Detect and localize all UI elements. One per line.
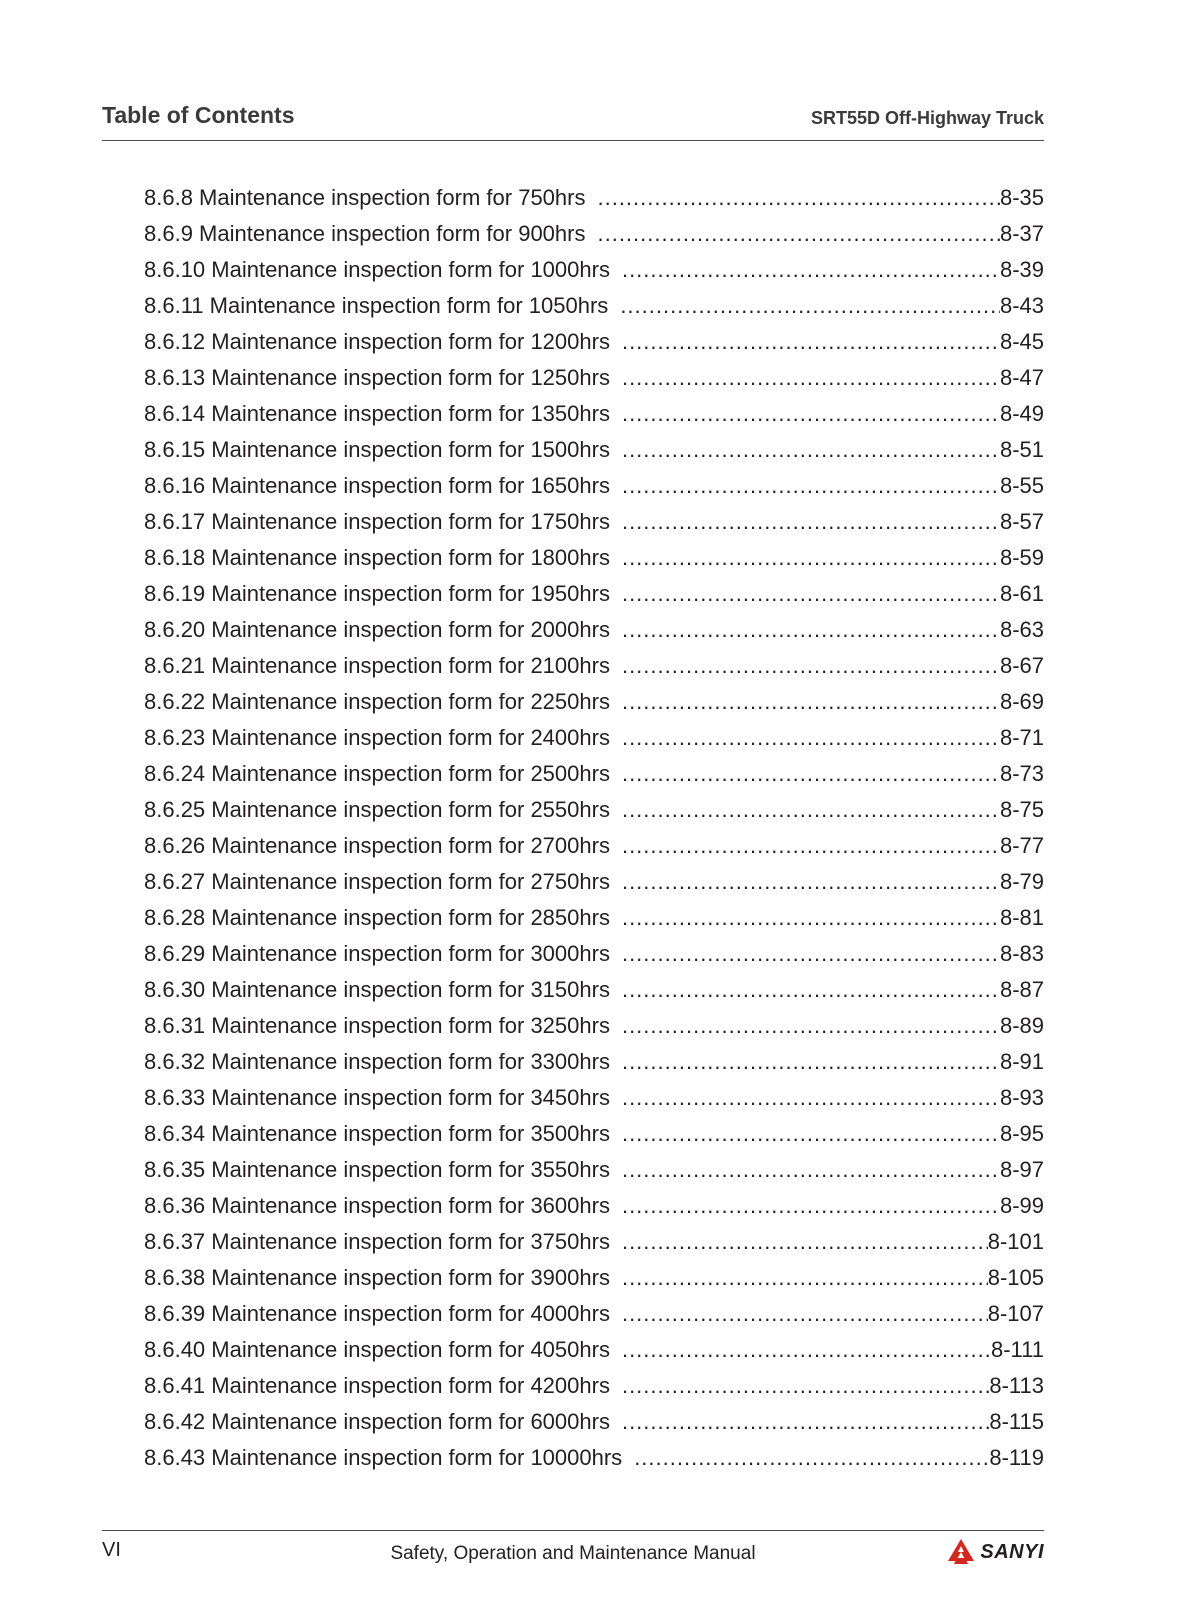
toc-dot-leader: [610, 329, 1000, 355]
toc-entry-page: 8-105: [987, 1265, 1044, 1290]
logo-text: SANYI: [980, 1540, 1044, 1563]
toc-entry-page: 8-49: [999, 401, 1044, 426]
toc-entry[interactable]: [144, 1229, 1044, 1265]
toc-entry-title: 8.6.32 Maintenance inspection form for 3300hrs: [144, 1049, 610, 1074]
toc-dot-leader: [585, 185, 999, 211]
toc-dot-leader: [610, 365, 1000, 391]
toc-entry-title: 8.6.29 Maintenance inspection form for 3000hrs: [144, 941, 610, 966]
toc-dot-leader: [610, 509, 1000, 535]
toc-entry-page: 8-67: [999, 653, 1044, 678]
toc-entry-title: 8.6.9 Maintenance inspection form for 900hrs: [144, 221, 586, 246]
toc-entry[interactable]: [144, 869, 1044, 905]
toc-entry-page: 8-63: [999, 617, 1044, 642]
toc-entry-page: 8-87: [999, 977, 1044, 1002]
toc-entry[interactable]: [144, 581, 1044, 617]
toc-entry-title: 8.6.30 Maintenance inspection form for 3150hrs: [144, 977, 610, 1002]
toc-entry[interactable]: [144, 941, 1044, 977]
toc-dot-leader: [610, 1337, 991, 1363]
toc-entry-title: 8.6.24 Maintenance inspection form for 2500hrs: [144, 761, 610, 786]
toc-entry[interactable]: [144, 293, 1044, 329]
toc-entry-title: 8.6.41 Maintenance inspection form for 4200hrs: [144, 1373, 610, 1398]
toc-entry-page: 8-113: [989, 1373, 1044, 1398]
toc-dot-leader: [610, 689, 1000, 715]
toc-dot-leader: [610, 473, 1000, 499]
toc-dot-leader: [610, 1373, 989, 1399]
toc-entry-title: 8.6.31 Maintenance inspection form for 3250hrs: [144, 1013, 610, 1038]
toc-entry-page: 8-115: [989, 1409, 1044, 1434]
toc-dot-leader: [608, 293, 1000, 319]
toc-entry[interactable]: [144, 1121, 1044, 1157]
toc-entry-title: 8.6.27 Maintenance inspection form for 2750hrs: [144, 869, 610, 894]
toc-entry-title: 8.6.21 Maintenance inspection form for 2100hrs: [144, 653, 610, 678]
toc-entry-title: 8.6.36 Maintenance inspection form for 3600hrs: [144, 1193, 610, 1218]
toc-entry[interactable]: [144, 257, 1044, 293]
toc-dot-leader: [610, 977, 1000, 1003]
toc-dot-leader: [610, 617, 1000, 643]
toc-entry-page: 8-91: [999, 1049, 1044, 1074]
sany-logo-icon: [946, 1537, 976, 1567]
toc-entry[interactable]: [144, 401, 1044, 437]
toc-entry-title: 8.6.19 Maintenance inspection form for 1950hrs: [144, 581, 610, 606]
toc-entry-title: 8.6.28 Maintenance inspection form for 2850hrs: [144, 905, 610, 930]
toc-entry[interactable]: [144, 437, 1044, 473]
page-footer: [102, 1530, 1044, 1591]
toc-entry-page: 8-51: [999, 437, 1044, 462]
toc-entry-title: 8.6.33 Maintenance inspection form for 3450hrs: [144, 1085, 610, 1110]
toc-entry[interactable]: [144, 617, 1044, 653]
toc-entry-title: 8.6.39 Maintenance inspection form for 4000hrs: [144, 1301, 610, 1326]
toc-entry[interactable]: [144, 1445, 1044, 1481]
toc-entry-page: 8-57: [999, 509, 1044, 534]
toc-entry-page: 8-37: [999, 221, 1044, 246]
toc-dot-leader: [610, 581, 1000, 607]
toc-dot-leader: [610, 1301, 988, 1327]
toc-entry-page: 8-93: [999, 1085, 1044, 1110]
toc-dot-leader: [610, 869, 1000, 895]
toc-dot-leader: [610, 725, 1000, 751]
toc-entry-title: 8.6.34 Maintenance inspection form for 3500hrs: [144, 1121, 610, 1146]
toc-entry[interactable]: [144, 1409, 1044, 1445]
toc-entry-page: 8-99: [999, 1193, 1044, 1218]
toc-entry-page: 8-61: [999, 581, 1044, 606]
toc-dot-leader: [610, 545, 1000, 571]
toc-entry[interactable]: [144, 185, 1044, 221]
toc-entry[interactable]: [144, 725, 1044, 761]
toc-entry-title: 8.6.10 Maintenance inspection form for 1000hrs: [144, 257, 610, 282]
toc-entry[interactable]: [144, 365, 1044, 401]
toc-entry-page: 8-77: [999, 833, 1044, 858]
toc-entry-title: 8.6.17 Maintenance inspection form for 1750hrs: [144, 509, 610, 534]
toc-dot-leader: [610, 761, 1000, 787]
toc-dot-leader: [610, 1049, 1000, 1075]
toc-entry-title: 8.6.14 Maintenance inspection form for 1350hrs: [144, 401, 610, 426]
toc-entry-title: 8.6.26 Maintenance inspection form for 2700hrs: [144, 833, 610, 858]
toc-entry-page: 8-111: [990, 1337, 1044, 1362]
toc-entry[interactable]: [144, 221, 1044, 257]
toc-entry-title: 8.6.15 Maintenance inspection form for 1500hrs: [144, 437, 610, 462]
toc-dot-leader: [610, 401, 1000, 427]
toc-entry[interactable]: [144, 797, 1044, 833]
toc-entry-title: 8.6.11 Maintenance inspection form for 1050hrs: [144, 293, 609, 318]
toc-entry-page: 8-69: [999, 689, 1044, 714]
toc-dot-leader: [610, 1193, 1000, 1219]
toc-entry-page: 8-81: [999, 905, 1044, 930]
toc-entry-page: 8-83: [999, 941, 1044, 966]
toc-dot-leader: [610, 653, 1000, 679]
sany-logo: [946, 1537, 1044, 1567]
toc-entry-title: 8.6.23 Maintenance inspection form for 2400hrs: [144, 725, 610, 750]
toc-entry[interactable]: [144, 545, 1044, 581]
toc-entry[interactable]: [144, 1157, 1044, 1193]
toc-entry-title: 8.6.37 Maintenance inspection form for 3750hrs: [144, 1229, 610, 1254]
toc-dot-leader: [610, 1085, 1000, 1111]
toc-entry[interactable]: [144, 1193, 1044, 1229]
toc-dot-leader: [610, 1229, 988, 1255]
toc-entry[interactable]: [144, 689, 1044, 725]
toc-entry-title: 8.6.16 Maintenance inspection form for 1650hrs: [144, 473, 610, 498]
toc-dot-leader: [610, 797, 1000, 823]
toc-dot-leader: [610, 1013, 1000, 1039]
toc-entry[interactable]: [144, 1265, 1044, 1301]
toc-entry[interactable]: [144, 977, 1044, 1013]
toc-entry-page: 8-55: [999, 473, 1044, 498]
toc-entry-page: 8-107: [987, 1301, 1044, 1326]
toc-entry-page: 8-43: [999, 293, 1044, 318]
product-name: SRT55D Off-Highway Truck: [810, 108, 1044, 128]
toc-entry[interactable]: [144, 905, 1044, 941]
toc-list: [144, 185, 1044, 1481]
toc-entry-page: 8-39: [999, 257, 1044, 282]
toc-entry-page: 8-75: [999, 797, 1044, 822]
toc-entry-page: 8-35: [999, 185, 1044, 210]
toc-entry-page: 8-119: [989, 1445, 1044, 1470]
toc-dot-leader: [610, 1265, 988, 1291]
toc-entry-title: 8.6.25 Maintenance inspection form for 2550hrs: [144, 797, 610, 822]
toc-entry-title: 8.6.12 Maintenance inspection form for 1200hrs: [144, 329, 610, 354]
toc-entry[interactable]: [144, 1301, 1044, 1337]
toc-entry[interactable]: [144, 1337, 1044, 1373]
toc-entry[interactable]: [144, 473, 1044, 509]
toc-entry-title: 8.6.20 Maintenance inspection form for 2000hrs: [144, 617, 610, 642]
toc-dot-leader: [610, 941, 1000, 967]
toc-entry-title: 8.6.13 Maintenance inspection form for 1250hrs: [144, 365, 610, 390]
toc-entry[interactable]: [144, 761, 1044, 797]
toc-entry-page: 8-71: [999, 725, 1044, 750]
toc-entry[interactable]: [144, 1085, 1044, 1121]
toc-entry-page: 8-59: [999, 545, 1044, 570]
toc-entry-title: 8.6.38 Maintenance inspection form for 3900hrs: [144, 1265, 610, 1290]
toc-entry[interactable]: [144, 1373, 1044, 1409]
toc-entry-page: 8-47: [999, 365, 1044, 390]
page-title: Table of Contents: [102, 102, 295, 128]
toc-entry-title: 8.6.43 Maintenance inspection form for 10000hrs: [144, 1445, 623, 1470]
toc-entry[interactable]: [144, 509, 1044, 545]
toc-entry-page: 8-73: [999, 761, 1044, 786]
toc-entry[interactable]: [144, 833, 1044, 869]
toc-entry-title: 8.6.35 Maintenance inspection form for 3550hrs: [144, 1157, 610, 1182]
footer-manual-title: Safety, Operation and Maintenance Manual: [390, 1543, 756, 1564]
toc-entry[interactable]: [144, 653, 1044, 689]
toc-dot-leader: [585, 221, 999, 247]
page-header: [102, 100, 1044, 141]
toc-entry-title: 8.6.22 Maintenance inspection form for 2250hrs: [144, 689, 610, 714]
toc-dot-leader: [610, 905, 1000, 931]
toc-dot-leader: [610, 1121, 1000, 1147]
toc-entry-title: 8.6.40 Maintenance inspection form for 4050hrs: [144, 1337, 610, 1362]
toc-dot-leader: [622, 1445, 989, 1471]
toc-dot-leader: [610, 833, 1000, 859]
toc-dot-leader: [610, 437, 1000, 463]
toc-entry-title: 8.6.42 Maintenance inspection form for 6000hrs: [144, 1409, 610, 1434]
toc-dot-leader: [610, 1409, 989, 1435]
toc-entry-page: 8-89: [999, 1013, 1044, 1038]
toc-entry-title: 8.6.18 Maintenance inspection form for 1800hrs: [144, 545, 610, 570]
toc-entry-title: 8.6.8 Maintenance inspection form for 750hrs: [144, 185, 586, 210]
toc-dot-leader: [610, 257, 1000, 283]
toc-entry[interactable]: [144, 329, 1044, 365]
toc-entry-page: 8-95: [999, 1121, 1044, 1146]
toc-entry-page: 8-79: [999, 869, 1044, 894]
toc-entry[interactable]: [144, 1013, 1044, 1049]
toc-entry-page: 8-101: [987, 1229, 1044, 1254]
toc-dot-leader: [610, 1157, 1000, 1183]
footer-page-number: VI: [102, 1539, 121, 1561]
toc-entry-page: 8-45: [999, 329, 1044, 354]
toc-entry[interactable]: [144, 1049, 1044, 1085]
toc-entry-page: 8-97: [999, 1157, 1044, 1182]
